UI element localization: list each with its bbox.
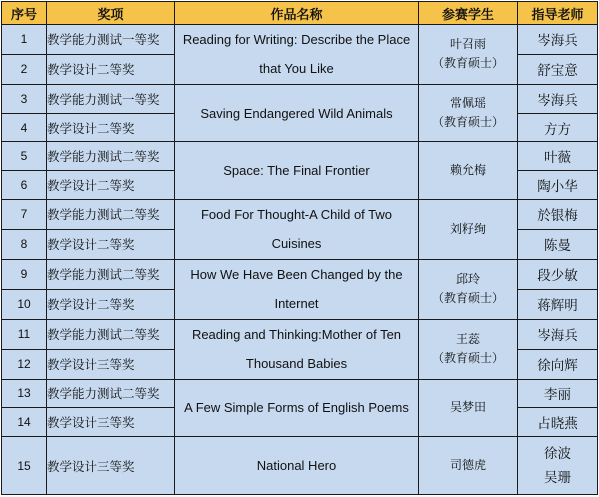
tutor-name: 吴珊	[544, 469, 571, 486]
header-award: 奖项	[47, 2, 175, 25]
cell-tutor: 陈曼	[518, 229, 598, 259]
student-name: 邱玲	[455, 272, 480, 287]
tutor-name: 徐波	[544, 445, 571, 462]
cell-tutor: 段少敏	[518, 259, 598, 289]
cell-number: 7	[2, 200, 47, 230]
cell-tutor: 方方	[518, 113, 598, 142]
cell-number: 10	[2, 289, 47, 319]
cell-number: 4	[2, 113, 47, 142]
cell-tutor: 蒋辉明	[518, 289, 598, 319]
table-row	[2, 379, 598, 408]
student-name: 刘籽绚	[449, 221, 486, 236]
cell-work-title: How We Have Been Changed by the Internet	[175, 259, 419, 319]
cell-number: 12	[2, 349, 47, 379]
cell-student	[419, 259, 518, 319]
student-name: 吴梦田	[449, 400, 486, 415]
table-row	[2, 259, 598, 289]
cell-work-title: Saving Endangered Wild Animals	[175, 84, 419, 142]
cell-award: 教学设计二等奖	[47, 54, 175, 84]
cell-number: 6	[2, 171, 47, 200]
cell-award: 教学能力测试二等奖	[47, 200, 175, 230]
cell-number: 14	[2, 408, 47, 437]
student-name: 常佩瑶	[449, 96, 486, 111]
cell-award: 教学设计二等奖	[47, 229, 175, 259]
student-name: 赖允梅	[449, 163, 486, 178]
cell-tutor: 徐向辉	[518, 349, 598, 379]
cell-work-title: Reading and Thinking:Mother of Ten Thousand Babies	[175, 319, 419, 379]
cell-award: 教学能力测试一等奖	[47, 25, 175, 55]
cell-tutor: 岑海兵	[518, 25, 598, 55]
cell-student	[419, 84, 518, 142]
cell-tutor: 岑海兵	[518, 319, 598, 349]
cell-number: 2	[2, 54, 47, 84]
cell-award: 教学能力测试二等奖	[47, 142, 175, 171]
header-no: 序号	[2, 2, 47, 25]
cell-work-title: A Few Simple Forms of English Poems	[175, 379, 419, 437]
cell-work-title: Space: The Final Frontier	[175, 142, 419, 200]
cell-award: 教学设计三等奖	[47, 349, 175, 379]
table-body	[2, 25, 598, 495]
cell-number: 15	[2, 437, 47, 495]
cell-student	[419, 25, 518, 85]
cell-tutor: 舒宝意	[518, 54, 598, 84]
cell-student	[419, 437, 518, 495]
cell-award: 教学设计二等奖	[47, 289, 175, 319]
cell-number: 8	[2, 229, 47, 259]
cell-award: 教学设计二等奖	[47, 171, 175, 200]
header-row	[2, 2, 598, 25]
cell-award: 教学能力测试一等奖	[47, 84, 175, 113]
student-note: （教育硕士）	[431, 115, 504, 130]
table-row	[2, 437, 598, 495]
cell-work-title: Food For Thought-A Child of Two Cuisines	[175, 200, 419, 260]
cell-award: 教学设计三等奖	[47, 408, 175, 437]
cell-student	[419, 142, 518, 200]
cell-student	[419, 379, 518, 437]
cell-work-title: National Hero	[175, 437, 419, 495]
header-student: 参赛学生	[419, 2, 518, 25]
student-note: （教育硕士）	[431, 56, 504, 71]
award-table	[1, 1, 598, 495]
cell-tutor: 於银梅	[518, 200, 598, 230]
cell-number: 5	[2, 142, 47, 171]
cell-student	[419, 319, 518, 379]
student-note: （教育硕士）	[431, 351, 504, 366]
cell-tutor	[518, 437, 598, 495]
cell-number: 13	[2, 379, 47, 408]
cell-work-title: Reading for Writing: Describe the Place that You Like	[175, 25, 419, 85]
cell-tutor: 叶薇	[518, 142, 598, 171]
cell-award: 教学能力测试二等奖	[47, 259, 175, 289]
cell-award: 教学能力测试二等奖	[47, 379, 175, 408]
cell-tutor: 岑海兵	[518, 84, 598, 113]
cell-number: 11	[2, 319, 47, 349]
student-note: （教育硕士）	[431, 291, 504, 306]
cell-award: 教学设计二等奖	[47, 113, 175, 142]
student-name: 王蕊	[455, 332, 480, 347]
cell-award: 教学设计三等奖	[47, 437, 175, 495]
student-name: 叶召雨	[449, 37, 486, 52]
cell-tutor: 陶小华	[518, 171, 598, 200]
header-tutor: 指导老师	[518, 2, 598, 25]
table-row	[2, 25, 598, 55]
cell-number: 9	[2, 259, 47, 289]
cell-tutor: 李丽	[518, 379, 598, 408]
table-row	[2, 319, 598, 349]
cell-number: 1	[2, 25, 47, 55]
table-row	[2, 142, 598, 171]
table-row	[2, 84, 598, 113]
cell-number: 3	[2, 84, 47, 113]
student-name: 司德虎	[449, 458, 486, 473]
cell-tutor: 占晓燕	[518, 408, 598, 437]
cell-award: 教学能力测试二等奖	[47, 319, 175, 349]
header-work: 作品名称	[175, 2, 419, 25]
cell-student	[419, 200, 518, 260]
table-row	[2, 200, 598, 230]
